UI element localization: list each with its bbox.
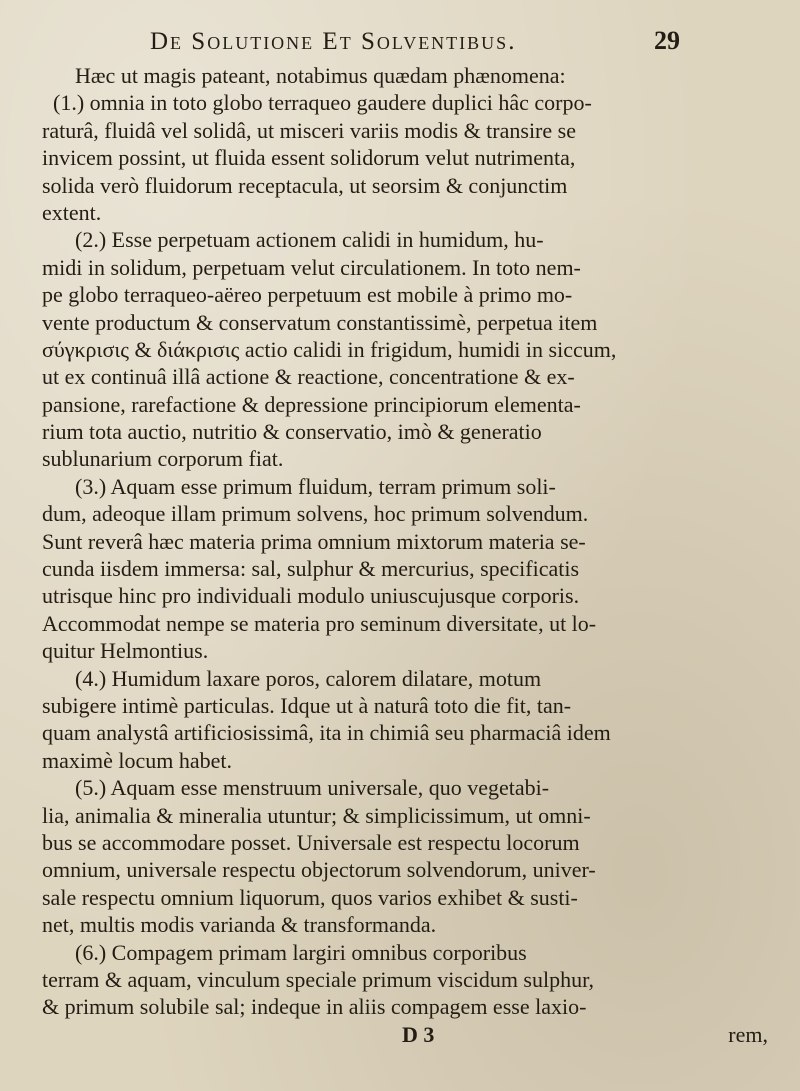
text-line: lia, animalia & mineralia utuntur; & simplicissimum, ut omni- — [42, 802, 591, 828]
text-line: σύγκρισις & διάκρισις actio calidi in frigidum, humidi in siccum, — [42, 336, 617, 362]
text-line: utrisque hinc pro individuali modulo uniuscujusque corporis. — [42, 583, 580, 609]
text-line: omnium, universale respectu objectorum solvendorum, univer- — [42, 857, 596, 883]
text-line: vente productum & conservatum constantissimè, perpetua item — [42, 309, 598, 335]
text-line: midi in solidum, perpetuam velut circulationem. In toto nem- — [42, 254, 581, 280]
text-line: extent. — [42, 199, 102, 225]
text-line: bus se accommodare posset. Universale est respectu locorum — [42, 829, 580, 855]
text-line: dum, adeoque illam primum solvens, hoc primum solvendum. — [42, 501, 589, 527]
text-line: solida verò fluidorum receptacula, ut seorsim & conjunctim — [42, 172, 568, 198]
body-text — [42, 62, 782, 1048]
text-line: (2.) Esse perpetuam actionem calidi in humidum, hu- — [42, 227, 544, 253]
text-line: pansione, rarefactione & depressione principiorum elementa- — [42, 391, 581, 417]
signature-mark: D 3 — [402, 1021, 435, 1047]
text-line: (6.) Compagem primam largiri omnibus corporibus — [42, 939, 527, 965]
text-line: quam analystâ artificiosissimâ, ita in chimiâ seu pharmaciâ idem — [42, 720, 611, 746]
text-line: invicem possint, ut fluida essent solidorum velut nutrimenta, — [42, 145, 576, 171]
text-line: Hæc ut magis pateant, notabimus quædam phænomena: — [42, 63, 566, 88]
text-line: (4.) Humidum laxare poros, calorem dilatare, motum — [42, 665, 542, 691]
text-line: ut ex continuâ illâ actione & reactione, concentratione & ex- — [42, 364, 575, 390]
text-line: (3.) Aquam esse primum fluidum, terram primum soli- — [42, 473, 556, 499]
text-line: quitur Helmontius. — [42, 638, 209, 664]
text-line: pe globo terraqueo-aëreo perpetuum est mobile à primo mo- — [42, 282, 573, 308]
running-title: De Solutione Et Solventibus. — [150, 28, 517, 55]
text-line: raturâ, fluidâ vel solidâ, ut misceri variis modis & transire se — [42, 117, 576, 143]
catchword: rem, — [728, 1021, 768, 1047]
page-header — [150, 20, 680, 60]
text-line: net, multis modis varianda & transformanda. — [42, 912, 437, 938]
text-line: (1.) omnia in toto globo terraqueo gaudere duplici hâc corpo- — [42, 90, 592, 116]
page-footer — [42, 1021, 782, 1048]
text-line: sublunarium corporum fiat. — [42, 446, 284, 472]
text-line: Sunt reverâ hæc materia prima omnium mixtorum materia se- — [42, 528, 586, 554]
text-line: subigere intimè particulas. Idque ut à naturâ toto die fit, tan- — [42, 692, 572, 718]
text-line: & primum solubile sal; indeque in aliis compagem esse laxio- — [42, 994, 587, 1020]
text-line: maximè locum habet. — [42, 747, 232, 773]
text-line: Accommodat nempe se materia pro seminum diversitate, ut lo- — [42, 610, 597, 636]
page-number: 29 — [654, 26, 680, 55]
text-line: cunda iisdem immersa: sal, sulphur & mercurius, specificatis — [42, 556, 580, 582]
text-line: terram & aquam, vinculum speciale primum viscidum sulphur, — [42, 966, 595, 992]
text-line: (5.) Aquam esse menstruum universale, quo vegetabi- — [42, 775, 550, 801]
text-line: sale respectu omnium liquorum, quos varios exhibet & susti- — [42, 884, 578, 910]
text-line: rium tota auctio, nutritio & conservatio, imò & generatio — [42, 419, 542, 445]
